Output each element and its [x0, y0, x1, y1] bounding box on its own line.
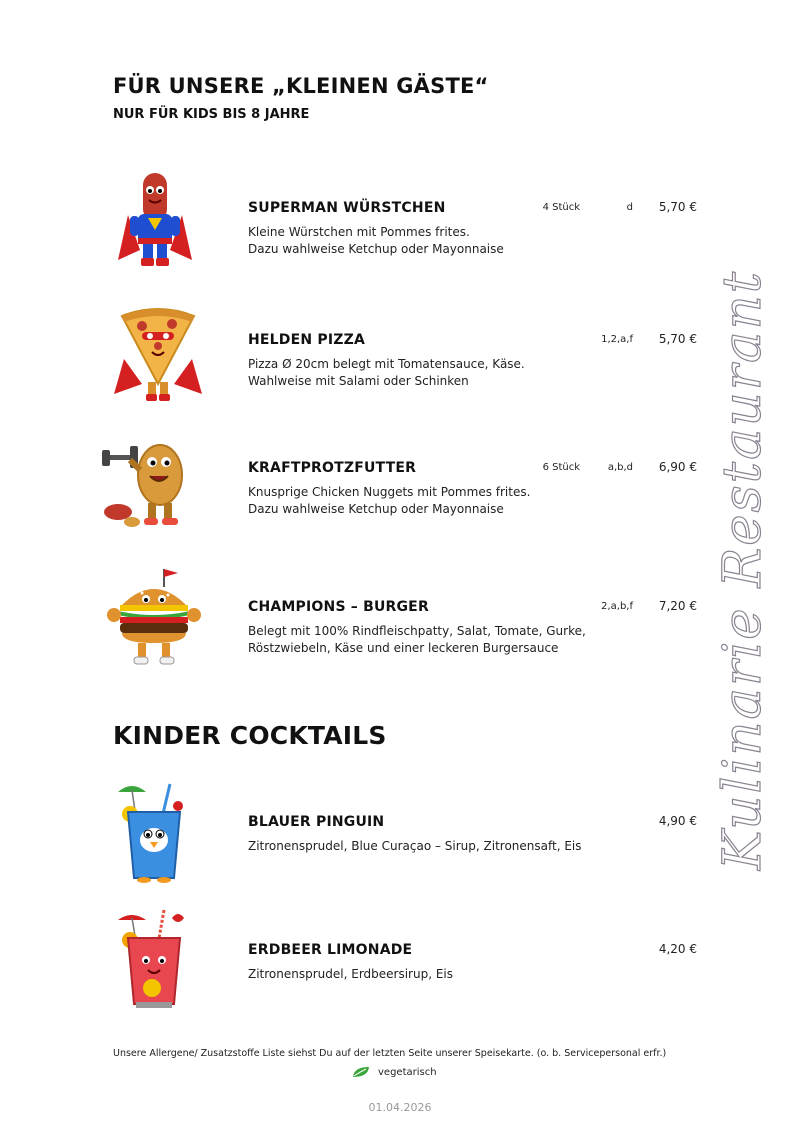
item-name: SUPERMAN WÜRSTCHEN	[248, 200, 446, 216]
item-name: KRAFTPROTZFUTTER	[248, 460, 417, 476]
item-allergens: 1,2,a,f	[601, 334, 633, 345]
menu-item	[0, 460, 800, 550]
item-description: Knusprige Chicken Nuggets mit Pommes frites. Dazu wahlweise Ketchup oder Mayonnaise	[248, 485, 531, 516]
item-price: 5,70 €	[658, 332, 697, 346]
item-name: CHAMPIONS – BURGER	[248, 599, 429, 615]
item-price: 5,70 €	[658, 200, 697, 214]
item-allergens: d	[626, 202, 633, 213]
menu-item	[0, 332, 800, 422]
item-allergens: 2,a,b,f	[601, 601, 633, 612]
item-price: 4,90 €	[658, 814, 697, 828]
page-title: FÜR UNSERE „KLEINEN GÄSTE“	[113, 74, 489, 98]
restaurant-script-logo	[700, 260, 800, 880]
item-name: BLAUER PINGUIN	[248, 814, 385, 830]
item-allergens: a,b,d	[607, 462, 633, 473]
item-quantity: 4 Stück	[542, 202, 580, 213]
item-price: 4,20 €	[658, 942, 697, 956]
allergen-note: Unsere Allergene/ Zusatzstoffe Liste siehst Du auf der letzten Seite unserer Speisekarte. (o. b. Servicepersonal erfr.)	[113, 1048, 667, 1059]
menu-item	[0, 200, 800, 290]
item-description: Zitronensprudel, Erdbeersirup, Eis	[248, 967, 454, 981]
item-name: ERDBEER LIMONADE	[248, 942, 413, 958]
item-description: Kleine Würstchen mit Pommes frites. Dazu wahlweise Ketchup oder Mayonnaise	[248, 225, 504, 256]
menu-item	[0, 599, 800, 689]
blue-penguin-drink-icon	[112, 778, 196, 888]
item-description: Belegt mit 100% Rindfleischpatty, Salat, Tomate, Gurke, Röstzwiebeln, Käse und einer leckeren Burgersauce	[248, 624, 586, 655]
menu-item	[0, 814, 800, 904]
item-description: Zitronensprudel, Blue Curaçao – Sirup, Zitronensaft, Eis	[248, 839, 582, 853]
leaf-icon	[352, 1066, 370, 1078]
hero-pizza-icon	[112, 304, 204, 404]
superman-sausage-icon	[110, 170, 200, 280]
burger-icon	[104, 565, 204, 671]
page-subtitle: NUR FÜR KIDS BIS 8 JAHRE	[113, 107, 310, 122]
script-text: Kulinarie Restaurant	[713, 280, 773, 870]
item-description: Pizza Ø 20cm belegt mit Tomatensauce, Käse. Wahlweise mit Salami oder Schinken	[248, 357, 525, 388]
item-price: 7,20 €	[658, 599, 697, 613]
section-title-cocktails: KINDER COCKTAILS	[113, 721, 387, 750]
chicken-nugget-icon	[100, 430, 200, 534]
menu-item	[0, 942, 800, 1032]
vegetarian-legend	[352, 1066, 437, 1078]
item-quantity: 6 Stück	[542, 462, 580, 473]
vegetarian-label: vegetarisch	[378, 1066, 437, 1078]
page-date: 01.04.2026	[368, 1101, 432, 1114]
item-name: HELDEN PIZZA	[248, 332, 365, 348]
item-price: 6,90 €	[658, 460, 697, 474]
strawberry-lemonade-icon	[112, 908, 196, 1012]
